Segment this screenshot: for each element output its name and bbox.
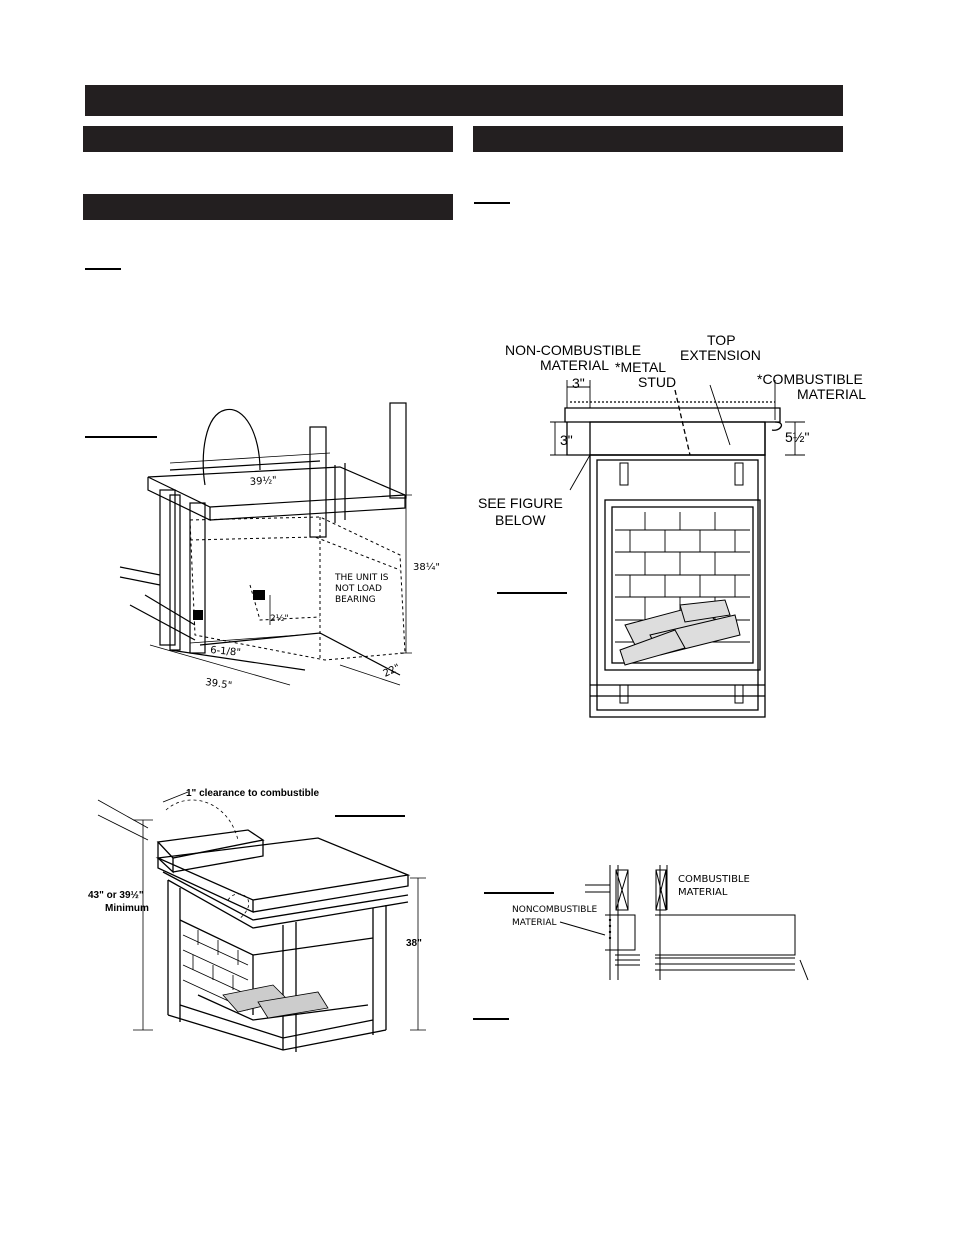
dim-5-half: 5½" (785, 429, 810, 445)
min-height-2: Minimum (105, 903, 149, 914)
section-bar-left (83, 126, 453, 152)
note-rule-bottom (473, 1018, 509, 1020)
label-noncombustible-1: NON-COMBUSTIBLE (505, 342, 642, 358)
label-top-extension-2: EXTENSION (680, 347, 761, 363)
dim-width: 39.5" (204, 677, 233, 692)
dim-height: 38¼" (413, 562, 441, 573)
label-metal-stud-2: STUD (638, 374, 677, 390)
note-line-3: BEARING (335, 595, 376, 605)
dim-small: 2½" (270, 614, 289, 624)
noncombustible-label-2: MATERIAL (512, 918, 557, 928)
clearance-label: 1" clearance to combustible (186, 788, 320, 799)
label-see-figure-2: BELOW (495, 512, 546, 528)
combustible-label-2: MATERIAL (678, 887, 728, 898)
framing-diagram (110, 395, 460, 695)
note-line-1: THE UNIT IS (335, 573, 389, 583)
dim-depth: 22" (381, 662, 402, 680)
combustible-label-1: COMBUSTIBLE (678, 874, 750, 885)
note-line-2: NOT LOAD (335, 584, 382, 594)
label-noncombustible-2: MATERIAL (540, 357, 609, 373)
fireplace-elevation-diagram (475, 330, 875, 720)
label-combustible-2: MATERIAL (797, 386, 866, 402)
dim-3-side: 3" (560, 432, 573, 448)
label-see-figure-1: SEE FIGURE (478, 495, 563, 511)
noncombustible-label-1: NONCOMBUSTIBLE (512, 905, 598, 915)
section-bar-right (473, 126, 843, 152)
dim-38: 38" (406, 938, 422, 949)
page-title-bar (85, 85, 843, 116)
min-height-1: 43" or 39½" (88, 890, 144, 901)
subsection-bar-left (83, 194, 453, 220)
clearance-diagram (88, 780, 438, 1080)
dim-top-width: 39½" (249, 475, 278, 488)
label-top-extension-1: TOP (707, 332, 736, 348)
label-metal-stud-1: *METAL (615, 359, 667, 375)
note-rule-left (85, 268, 121, 270)
dim-3-top: 3" (572, 375, 585, 391)
material-detail-diagram (510, 860, 810, 985)
note-rule-right (474, 202, 510, 204)
label-combustible-1: *COMBUSTIBLE (757, 371, 863, 387)
dim-inner: 6-1/8" (209, 645, 242, 659)
